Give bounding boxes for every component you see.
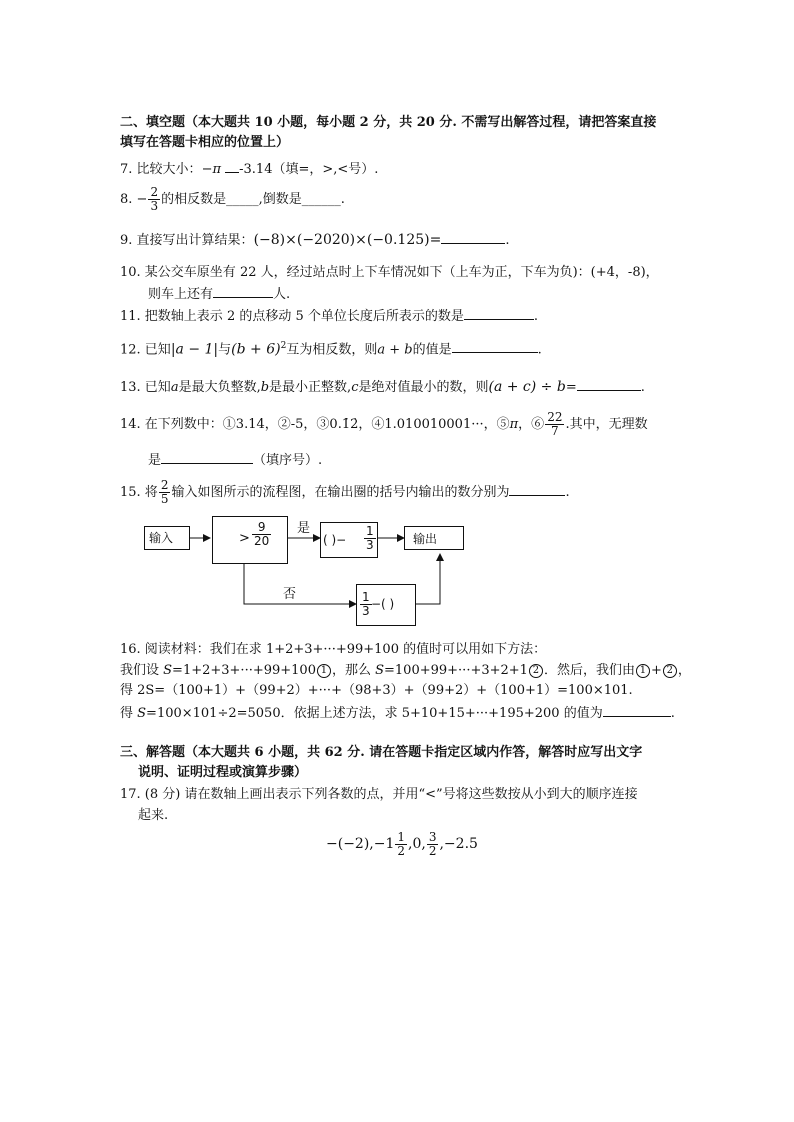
q15-tail: .	[565, 485, 570, 500]
section3-heading-line1: 三、解答题（本大题共 6 小题，共 62 分. 请在答题卡指定区域内作答，解答时应写出文字	[120, 745, 643, 760]
q9-answer-blank[interactable]	[441, 230, 505, 244]
q15-frac-num: 2	[160, 478, 169, 492]
q14-pi: π	[509, 417, 519, 432]
flow-yes-text: ( )−	[323, 533, 347, 547]
question-16-line1: 16. 阅读材料：我们在求 1+2+3+···+99+100 的值时可以用如下方法：	[120, 642, 547, 657]
q14-frac-num: 22	[547, 410, 563, 424]
q16-text-c: ，那么	[331, 663, 376, 678]
flow-output-label: 输出	[413, 532, 438, 546]
q17-expr-3: ,−2.5	[439, 836, 478, 852]
flow-yes-label: 是	[297, 521, 311, 536]
q16-text-d: =100+99+···+3+2+1	[384, 663, 528, 678]
q16-var-s: S	[163, 663, 173, 678]
question-11	[120, 306, 538, 326]
q16-text-e: ．然后，我们由	[543, 663, 635, 678]
q15-text-a: 15. 将	[120, 485, 158, 500]
q14-frac-den: 7	[551, 424, 559, 438]
flow-no-text: −( )	[371, 597, 395, 611]
flow-input-label: 输入	[149, 531, 174, 545]
q16-text-f: ，	[677, 663, 691, 678]
flow-input-box	[144, 526, 190, 550]
flow-condition-box	[212, 516, 288, 564]
q15-answer-blank[interactable]	[509, 482, 565, 496]
question-15	[120, 478, 570, 508]
q12-sum: a + b	[377, 342, 413, 358]
q14-text-a: 14. 在下列数中：①3.14，②-5，③	[120, 417, 330, 432]
q8-frac-den: 3	[150, 199, 159, 213]
question-17-line2: 起来.	[138, 808, 169, 823]
q12-text-d: 的值是	[412, 342, 452, 358]
q17-fraction-1	[395, 831, 407, 858]
section2-heading-line2: 填写在答题卡相应的位置上）	[120, 135, 290, 150]
question-12	[120, 337, 542, 359]
q17-f2-den: 2	[428, 843, 437, 858]
q7-expression: −π	[201, 162, 221, 177]
question-8	[120, 186, 345, 214]
section2-heading-line1: 二、填空题（本大题共 10 小题，每小题 2 分，共 20 分. 不需写出解答过程，请把答案直接	[120, 115, 657, 130]
q14-answer-blank[interactable]	[161, 450, 253, 464]
question-16-line2	[120, 662, 691, 680]
flow-yes-fraction	[364, 525, 376, 552]
arrow-no-to-output	[416, 554, 440, 604]
q13-expression: (a + c) ÷ b	[488, 379, 566, 395]
flow-cond-num: 9	[252, 521, 271, 535]
question-17-line1: 17. (8 分) 请在数轴上画出表示下列各数的点，并用“<”号将这些数按从小到大的顺序连接	[120, 787, 638, 802]
q13-tail: .	[640, 380, 645, 395]
q8-text: 的相反数是_____,倒数是______.	[161, 192, 345, 207]
q12-square-expression: (b + 6)	[231, 341, 281, 358]
q13-text-a: 13. 已知	[120, 380, 171, 395]
question-16-line4	[120, 703, 675, 723]
flow-no-box	[356, 584, 416, 626]
flow-no-den: 3	[362, 604, 370, 618]
flow-yes-box	[320, 522, 378, 558]
flow-cond-den: 20	[254, 534, 270, 548]
q7-answer-blank[interactable]	[225, 159, 239, 173]
q16-circle-1: 1	[317, 664, 331, 678]
q13-var-c: c	[351, 380, 359, 395]
q15-frac-den: 5	[160, 492, 169, 506]
q10-text-b: 人.	[273, 287, 291, 302]
section3-heading-line2: 说明、证明过程或演算步骤）	[138, 765, 308, 780]
q16-text-a: 我们设	[120, 663, 164, 678]
question-9	[120, 230, 509, 250]
q14-text-c: ，⑥	[518, 417, 545, 432]
q13-answer-blank[interactable]	[577, 377, 641, 391]
question-16-line3: 得 2S=（100+1）+（99+2）+···+（98+3）+（99+2）+（100+1）=100×101.	[120, 683, 633, 698]
q12-text-b: 与	[218, 342, 232, 358]
q17-number-list	[326, 830, 478, 858]
q12-text-c: 互为相反数，则	[286, 342, 378, 358]
q11-text: 11. 把数轴上表示 2 的点移动 5 个单位长度后所表示的数是	[120, 309, 464, 324]
flow-cond-gt: >	[239, 531, 250, 546]
q17-f2-num: 3	[428, 829, 437, 844]
q15-text-b: 输入如图所示的流程图，在输出圈的括号内输出的数分别为	[171, 485, 510, 500]
q16-var-s-2: S	[375, 663, 385, 678]
q16-text-h: =100×101÷2=5050．依据上述方法，求 5+10+15+···+195+200 的值为	[146, 706, 603, 721]
question-13	[120, 377, 645, 397]
q12-answer-blank[interactable]	[452, 339, 538, 353]
q13-text-d: 是绝对值最小的数，则	[358, 380, 489, 395]
q8-number: 8.	[120, 192, 133, 207]
question-14-line2	[148, 450, 322, 470]
q8-frac-num: 2	[150, 185, 159, 199]
q12-text-a: 12. 已知	[120, 342, 171, 358]
q13-var-a: a	[170, 380, 179, 395]
q10-answer-blank[interactable]	[213, 284, 273, 298]
q16-var-s-3: S	[137, 706, 147, 721]
q7-text-a: 比较大小：	[136, 162, 202, 177]
q14-text-f: （填序号）.	[253, 453, 323, 468]
q16-circle-2: 2	[529, 664, 543, 678]
q17-expr-1: −(−2),−1	[326, 836, 395, 852]
flow-output-box	[404, 526, 464, 550]
q12-tail: .	[537, 342, 542, 358]
q12-exponent: 2	[280, 341, 287, 351]
flow-no-num: 1	[362, 590, 370, 604]
q17-f1-num: 1	[397, 829, 406, 844]
q13-text-c: 是最小正整数,	[269, 380, 352, 395]
q16-circle-2b: 2	[663, 664, 677, 678]
arrow-no	[244, 562, 356, 604]
q16-text-g: 得	[120, 706, 138, 721]
q8-fraction	[148, 186, 160, 213]
q10-text-a: 则车上还有	[148, 287, 214, 302]
flow-cond-fraction	[252, 521, 271, 548]
q9-tail: .	[505, 233, 510, 248]
flow-no-label: 否	[283, 587, 297, 602]
q14-fraction	[545, 411, 564, 438]
q16-answer-blank[interactable]	[603, 703, 671, 717]
q13-var-b: b	[260, 380, 270, 395]
q13-text-e: =	[565, 380, 577, 395]
q14-text-d: .其中，无理数	[565, 417, 648, 432]
q8-minus: −	[136, 192, 148, 207]
q12-abs-expression: |a − 1|	[170, 341, 219, 358]
q7-number: 7.	[120, 162, 133, 177]
question-10-line2	[148, 284, 290, 304]
question-7	[120, 159, 378, 179]
q14-repeating-decimal: 0.1̇2̇	[329, 417, 359, 432]
q17-fraction-2	[427, 831, 439, 858]
q11-answer-blank[interactable]	[464, 306, 534, 320]
question-14-line1	[120, 410, 648, 440]
q7-text-b: -3.14（填=，>,<号）.	[239, 162, 379, 177]
q14-text-b: ，④1.010010001···，⑤	[358, 417, 510, 432]
q14-text-e: 是	[148, 453, 162, 468]
q16-tail: .	[670, 706, 675, 721]
q9-expression: (−8)×(−2020)×(−0.125)=	[253, 232, 442, 248]
question-10-line1: 10. 某公交车原坐有 22 人，经过站点时上下车情况如下（上车为正，下车为负)：(+4，-8)，	[120, 265, 659, 280]
flow-yes-den: 3	[366, 538, 374, 552]
q15-fraction	[159, 479, 171, 506]
q16-plus: +	[650, 663, 662, 678]
q9-text: 直接写出计算结果：	[136, 233, 254, 248]
q16-circle-1b: 1	[636, 664, 650, 678]
q9-number: 9.	[120, 233, 133, 248]
q17-expr-2: ,0,	[408, 836, 426, 852]
flow-yes-num: 1	[366, 524, 374, 538]
q13-text-b: 是最大负整数,	[178, 380, 261, 395]
flow-no-fraction	[360, 591, 372, 618]
q11-tail: .	[533, 309, 539, 324]
q17-f1-den: 2	[397, 843, 406, 858]
q16-text-b: =1+2+3+···+99+100	[172, 663, 316, 678]
